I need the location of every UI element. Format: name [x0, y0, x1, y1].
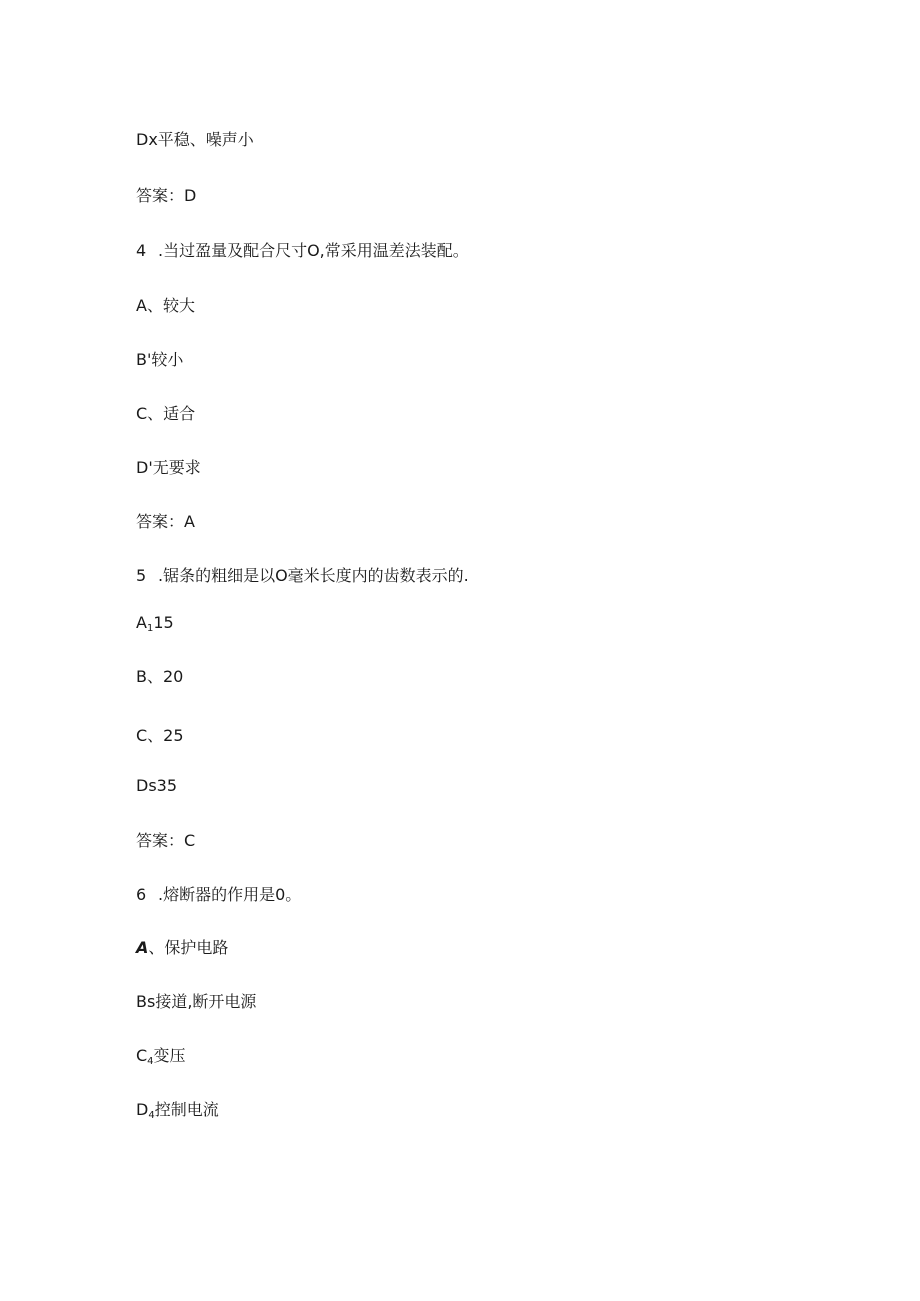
- option-b-q6: Bs接道,断开电源: [136, 992, 257, 1011]
- option-c-q4: C、适合: [136, 404, 196, 423]
- option-a-q6: [136, 938, 228, 958]
- question-4: [136, 241, 469, 261]
- option-letter: D: [136, 1100, 149, 1119]
- answer-q3: 答案：D: [136, 186, 197, 205]
- question-5: [136, 566, 469, 586]
- option-subscript: 1: [146, 623, 154, 634]
- option-b-q5: B、20: [136, 667, 184, 686]
- option-a-q5: [136, 613, 174, 639]
- option-letter: A: [136, 613, 147, 632]
- question-number: 5: [136, 566, 147, 585]
- option-letter: A: [136, 938, 149, 957]
- option-subscript: 4: [148, 1110, 155, 1121]
- option-d-q4: D'无要求: [136, 458, 201, 477]
- question-text: .当过盈量及配合尺寸O,常采用温差法装配。: [158, 241, 469, 260]
- option-text: 、保护电路: [148, 938, 229, 957]
- answer-q4: 答案：A: [136, 512, 195, 531]
- option-c-q6: [136, 1046, 186, 1072]
- option-text: 变压: [153, 1046, 186, 1065]
- option-d-q6: [136, 1100, 219, 1126]
- option-d-q3: Dx平稳、噪声小: [136, 130, 254, 149]
- question-text: .熔断器的作用是0。: [158, 885, 302, 904]
- option-text: 15: [153, 613, 174, 632]
- option-subscript: 4: [147, 1056, 154, 1067]
- question-text: .锯条的粗细是以O毫米长度内的齿数表示的.: [158, 566, 469, 585]
- option-d-q5: Ds35: [136, 776, 178, 795]
- answer-q5: 答案：C: [136, 831, 196, 850]
- option-c-q5: C、25: [136, 726, 184, 745]
- question-number: 6: [136, 885, 147, 904]
- option-a-q4: A、较大: [136, 296, 195, 315]
- question-number: 4: [136, 241, 147, 260]
- option-b-q4: B'较小: [136, 350, 184, 369]
- option-letter: C: [136, 1046, 148, 1065]
- question-6: [136, 885, 301, 905]
- option-text: 控制电流: [154, 1100, 219, 1119]
